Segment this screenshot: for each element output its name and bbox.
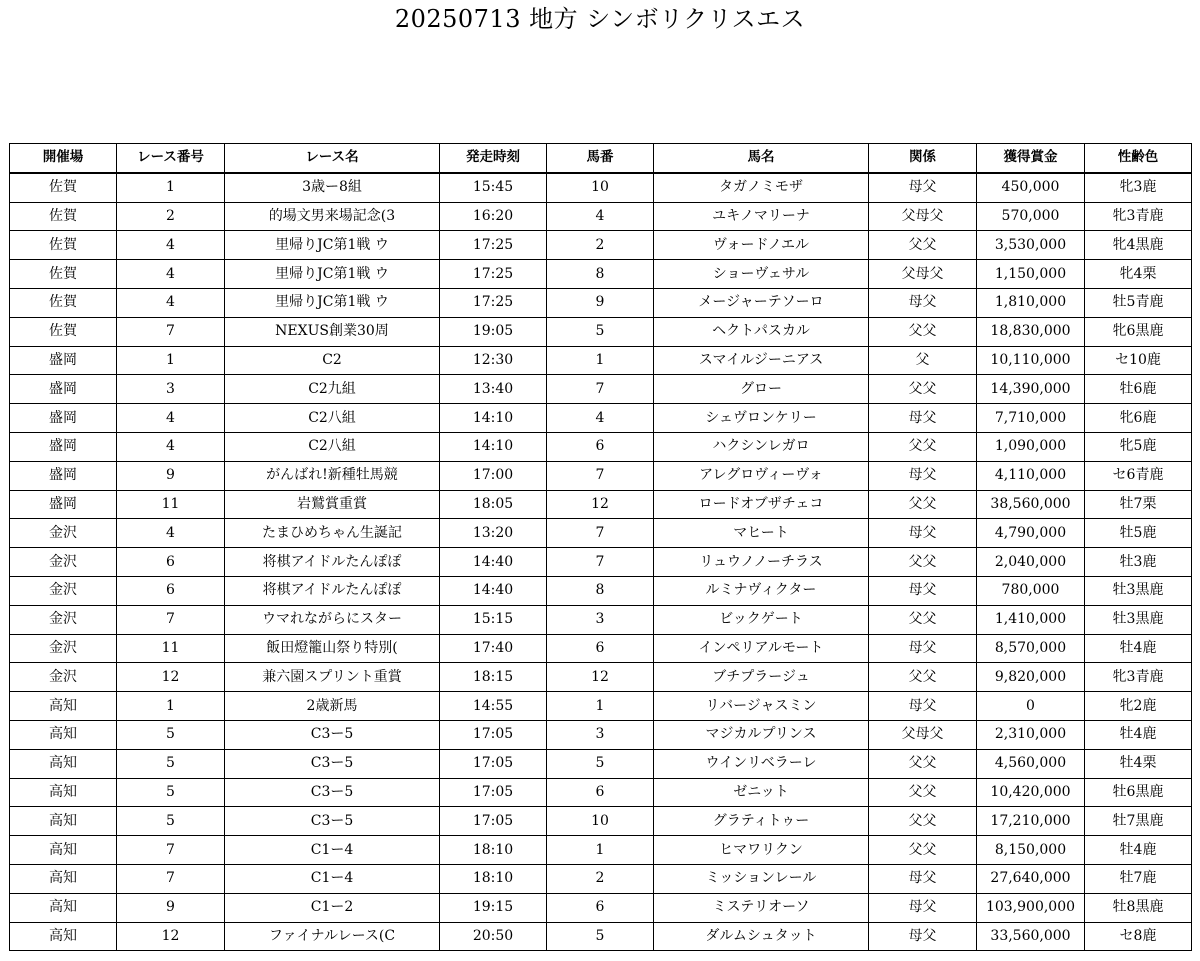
table-row <box>10 807 1192 836</box>
horse-name-cell: ゼニット <box>654 778 869 807</box>
table-row <box>10 288 1192 317</box>
table-body <box>10 173 1192 951</box>
column-header-post-time: 発走時刻 <box>440 144 547 173</box>
column-header-horse-number: 馬番 <box>547 144 654 173</box>
prize-money-cell: 3,530,000 <box>977 231 1085 260</box>
venue-cell: 佐賀 <box>10 260 117 289</box>
horse-name-cell: ミッションレール <box>654 864 869 893</box>
horse-name-cell: ヘクトパスカル <box>654 317 869 346</box>
prize-money-cell: 450,000 <box>977 173 1085 202</box>
post-time-cell: 12:30 <box>440 346 547 375</box>
race-name-cell: C2八組 <box>225 432 440 461</box>
relation-cell: 母父 <box>869 173 977 202</box>
table-row <box>10 260 1192 289</box>
post-time-cell: 15:45 <box>440 173 547 202</box>
horse-number-cell: 1 <box>547 836 654 865</box>
relation-cell: 母父 <box>869 576 977 605</box>
post-time-cell: 17:05 <box>440 778 547 807</box>
horse-number-cell: 10 <box>547 173 654 202</box>
prize-money-cell: 1,090,000 <box>977 432 1085 461</box>
race-number-cell: 4 <box>117 519 225 548</box>
column-header-race-number: レース番号 <box>117 144 225 173</box>
prize-money-cell: 18,830,000 <box>977 317 1085 346</box>
table-row <box>10 548 1192 577</box>
prize-money-cell: 9,820,000 <box>977 663 1085 692</box>
prize-money-cell: 2,040,000 <box>977 548 1085 577</box>
relation-cell: 父父 <box>869 807 977 836</box>
sex-age-color-cell: 牡5鹿 <box>1085 519 1192 548</box>
venue-cell: 高知 <box>10 922 117 951</box>
sex-age-color-cell: 牡5青鹿 <box>1085 288 1192 317</box>
horse-number-cell: 5 <box>547 922 654 951</box>
post-time-cell: 14:55 <box>440 692 547 721</box>
prize-money-cell: 4,110,000 <box>977 461 1085 490</box>
post-time-cell: 14:40 <box>440 576 547 605</box>
horse-number-cell: 9 <box>547 288 654 317</box>
race-number-cell: 11 <box>117 490 225 519</box>
relation-cell: 母父 <box>869 288 977 317</box>
race-number-cell: 1 <box>117 346 225 375</box>
venue-cell: 盛岡 <box>10 432 117 461</box>
sex-age-color-cell: セ10鹿 <box>1085 346 1192 375</box>
post-time-cell: 17:25 <box>440 288 547 317</box>
horse-name-cell: ブチプラージュ <box>654 663 869 692</box>
venue-cell: 高知 <box>10 720 117 749</box>
venue-cell: 高知 <box>10 807 117 836</box>
prize-money-cell: 4,560,000 <box>977 749 1085 778</box>
table-row <box>10 404 1192 433</box>
table-row <box>10 663 1192 692</box>
post-time-cell: 19:05 <box>440 317 547 346</box>
race-number-cell: 5 <box>117 720 225 749</box>
venue-cell: 盛岡 <box>10 346 117 375</box>
relation-cell: 父父 <box>869 548 977 577</box>
race-name-cell: NEXUS創業30周 <box>225 317 440 346</box>
horse-number-cell: 5 <box>547 749 654 778</box>
relation-cell: 母父 <box>869 893 977 922</box>
sex-age-color-cell: 牝4栗 <box>1085 260 1192 289</box>
horse-name-cell: インペリアルモート <box>654 634 869 663</box>
horse-name-cell: ユキノマリーナ <box>654 202 869 231</box>
prize-money-cell: 570,000 <box>977 202 1085 231</box>
relation-cell: 父 <box>869 346 977 375</box>
race-number-cell: 5 <box>117 778 225 807</box>
horse-number-cell: 5 <box>547 317 654 346</box>
horse-name-cell: スマイルジーニアス <box>654 346 869 375</box>
horse-name-cell: アレグロヴィーヴォ <box>654 461 869 490</box>
horse-name-cell: ルミナヴィクター <box>654 576 869 605</box>
prize-money-cell: 8,150,000 <box>977 836 1085 865</box>
post-time-cell: 14:10 <box>440 432 547 461</box>
horse-number-cell: 6 <box>547 893 654 922</box>
horse-number-cell: 6 <box>547 634 654 663</box>
sex-age-color-cell: 牡7黒鹿 <box>1085 807 1192 836</box>
horse-number-cell: 1 <box>547 346 654 375</box>
race-number-cell: 4 <box>117 432 225 461</box>
sex-age-color-cell: セ8鹿 <box>1085 922 1192 951</box>
column-header-horse-name: 馬名 <box>654 144 869 173</box>
column-header-sex-age-color: 性齢色 <box>1085 144 1192 173</box>
table-row <box>10 720 1192 749</box>
race-number-cell: 11 <box>117 634 225 663</box>
race-name-cell: 将棋アイドルたんぽぽ <box>225 576 440 605</box>
prize-money-cell: 1,410,000 <box>977 605 1085 634</box>
race-number-cell: 6 <box>117 576 225 605</box>
venue-cell: 佐賀 <box>10 317 117 346</box>
race-number-cell: 7 <box>117 605 225 634</box>
horse-name-cell: グロー <box>654 375 869 404</box>
race-number-cell: 1 <box>117 692 225 721</box>
race-name-cell: C1ー4 <box>225 864 440 893</box>
relation-cell: 父母父 <box>869 260 977 289</box>
race-name-cell: C2九組 <box>225 375 440 404</box>
sex-age-color-cell: 牡4鹿 <box>1085 836 1192 865</box>
venue-cell: 佐賀 <box>10 173 117 202</box>
race-name-cell: C1ー4 <box>225 836 440 865</box>
race-name-cell: C2 <box>225 346 440 375</box>
sex-age-color-cell: 牡7鹿 <box>1085 864 1192 893</box>
prize-money-cell: 1,150,000 <box>977 260 1085 289</box>
race-name-cell: C2八組 <box>225 404 440 433</box>
relation-cell: 父母父 <box>869 202 977 231</box>
prize-money-cell: 7,710,000 <box>977 404 1085 433</box>
sex-age-color-cell: 牝6鹿 <box>1085 404 1192 433</box>
post-time-cell: 17:25 <box>440 260 547 289</box>
table-row <box>10 692 1192 721</box>
table-row <box>10 634 1192 663</box>
horse-number-cell: 7 <box>547 461 654 490</box>
prize-money-cell: 2,310,000 <box>977 720 1085 749</box>
table-row <box>10 346 1192 375</box>
venue-cell: 佐賀 <box>10 202 117 231</box>
sex-age-color-cell: 牡7栗 <box>1085 490 1192 519</box>
race-name-cell: 里帰りJC第1戦 ウ <box>225 288 440 317</box>
race-number-cell: 4 <box>117 231 225 260</box>
relation-cell: 父父 <box>869 749 977 778</box>
prize-money-cell: 17,210,000 <box>977 807 1085 836</box>
table-row <box>10 173 1192 202</box>
venue-cell: 高知 <box>10 692 117 721</box>
post-time-cell: 17:05 <box>440 749 547 778</box>
race-name-cell: 里帰りJC第1戦 ウ <box>225 231 440 260</box>
relation-cell: 母父 <box>869 519 977 548</box>
sex-age-color-cell: 牡4鹿 <box>1085 720 1192 749</box>
race-number-cell: 1 <box>117 173 225 202</box>
race-number-cell: 5 <box>117 749 225 778</box>
post-time-cell: 13:40 <box>440 375 547 404</box>
horse-number-cell: 10 <box>547 807 654 836</box>
race-number-cell: 4 <box>117 404 225 433</box>
post-time-cell: 14:10 <box>440 404 547 433</box>
race-name-cell: がんばれ!新種牡馬競 <box>225 461 440 490</box>
prize-money-cell: 10,420,000 <box>977 778 1085 807</box>
sex-age-color-cell: 牝6黒鹿 <box>1085 317 1192 346</box>
race-number-cell: 9 <box>117 461 225 490</box>
post-time-cell: 20:50 <box>440 922 547 951</box>
post-time-cell: 13:20 <box>440 519 547 548</box>
horse-number-cell: 7 <box>547 548 654 577</box>
venue-cell: 高知 <box>10 836 117 865</box>
horse-number-cell: 3 <box>547 720 654 749</box>
race-name-cell: 飯田燈籠山祭り特別( <box>225 634 440 663</box>
sex-age-color-cell: 牡3黒鹿 <box>1085 605 1192 634</box>
race-name-cell: C3ー5 <box>225 720 440 749</box>
horse-name-cell: ウインリベラーレ <box>654 749 869 778</box>
horse-name-cell: グラティトゥー <box>654 807 869 836</box>
venue-cell: 金沢 <box>10 576 117 605</box>
sex-age-color-cell: 牡8黒鹿 <box>1085 893 1192 922</box>
relation-cell: 父父 <box>869 663 977 692</box>
race-number-cell: 9 <box>117 893 225 922</box>
prize-money-cell: 14,390,000 <box>977 375 1085 404</box>
table-row <box>10 893 1192 922</box>
column-header-prize-money: 獲得賞金 <box>977 144 1085 173</box>
venue-cell: 盛岡 <box>10 375 117 404</box>
table-row <box>10 836 1192 865</box>
post-time-cell: 17:05 <box>440 720 547 749</box>
horse-number-cell: 7 <box>547 519 654 548</box>
venue-cell: 高知 <box>10 749 117 778</box>
relation-cell: 母父 <box>869 404 977 433</box>
horse-name-cell: リュウノノーチラス <box>654 548 869 577</box>
prize-money-cell: 8,570,000 <box>977 634 1085 663</box>
race-name-cell: 里帰りJC第1戦 ウ <box>225 260 440 289</box>
sex-age-color-cell: 牡6鹿 <box>1085 375 1192 404</box>
relation-cell: 父父 <box>869 432 977 461</box>
horse-name-cell: ミステリオーソ <box>654 893 869 922</box>
table-row <box>10 864 1192 893</box>
prize-money-cell: 103,900,000 <box>977 893 1085 922</box>
race-name-cell: C3ー5 <box>225 778 440 807</box>
post-time-cell: 18:10 <box>440 864 547 893</box>
horse-name-cell: マジカルプリンス <box>654 720 869 749</box>
relation-cell: 父父 <box>869 836 977 865</box>
race-name-cell: C3ー5 <box>225 807 440 836</box>
relation-cell: 母父 <box>869 864 977 893</box>
post-time-cell: 18:05 <box>440 490 547 519</box>
race-number-cell: 6 <box>117 548 225 577</box>
horse-name-cell: ヒマワリクン <box>654 836 869 865</box>
column-header-venue: 開催場 <box>10 144 117 173</box>
horse-number-cell: 12 <box>547 490 654 519</box>
prize-money-cell: 1,810,000 <box>977 288 1085 317</box>
post-time-cell: 15:15 <box>440 605 547 634</box>
race-number-cell: 7 <box>117 317 225 346</box>
horse-number-cell: 6 <box>547 778 654 807</box>
post-time-cell: 14:40 <box>440 548 547 577</box>
sex-age-color-cell: 牝2鹿 <box>1085 692 1192 721</box>
relation-cell: 父父 <box>869 231 977 260</box>
venue-cell: 盛岡 <box>10 404 117 433</box>
race-number-cell: 4 <box>117 288 225 317</box>
prize-money-cell: 780,000 <box>977 576 1085 605</box>
table-row <box>10 432 1192 461</box>
horse-number-cell: 2 <box>547 231 654 260</box>
race-name-cell: 兼六園スプリント重賞 <box>225 663 440 692</box>
horse-name-cell: マヒート <box>654 519 869 548</box>
sex-age-color-cell: 牡3黒鹿 <box>1085 576 1192 605</box>
horse-name-cell: メージャーテソーロ <box>654 288 869 317</box>
prize-money-cell: 27,640,000 <box>977 864 1085 893</box>
race-name-cell: ウマれながらにスター <box>225 605 440 634</box>
venue-cell: 金沢 <box>10 519 117 548</box>
venue-cell: 佐賀 <box>10 231 117 260</box>
table-row <box>10 375 1192 404</box>
race-number-cell: 12 <box>117 663 225 692</box>
horse-name-cell: ハクシンレガロ <box>654 432 869 461</box>
race-name-cell: C3ー5 <box>225 749 440 778</box>
race-name-cell: たまひめちゃん生誕記 <box>225 519 440 548</box>
race-name-cell: C1ー2 <box>225 893 440 922</box>
horse-number-cell: 2 <box>547 864 654 893</box>
horse-number-cell: 8 <box>547 260 654 289</box>
race-number-cell: 12 <box>117 922 225 951</box>
column-header-relation: 関係 <box>869 144 977 173</box>
table-row <box>10 231 1192 260</box>
venue-cell: 盛岡 <box>10 461 117 490</box>
post-time-cell: 18:10 <box>440 836 547 865</box>
race-number-cell: 7 <box>117 864 225 893</box>
horse-name-cell: タガノミモザ <box>654 173 869 202</box>
horse-number-cell: 1 <box>547 692 654 721</box>
relation-cell: 父母父 <box>869 720 977 749</box>
post-time-cell: 17:05 <box>440 807 547 836</box>
post-time-cell: 17:40 <box>440 634 547 663</box>
venue-cell: 高知 <box>10 864 117 893</box>
sex-age-color-cell: 牝3青鹿 <box>1085 202 1192 231</box>
table-row <box>10 778 1192 807</box>
sex-age-color-cell: 牡4鹿 <box>1085 634 1192 663</box>
relation-cell: 父父 <box>869 375 977 404</box>
prize-money-cell: 4,790,000 <box>977 519 1085 548</box>
venue-cell: 金沢 <box>10 634 117 663</box>
table-row <box>10 519 1192 548</box>
horse-number-cell: 3 <box>547 605 654 634</box>
sex-age-color-cell: 牡3鹿 <box>1085 548 1192 577</box>
post-time-cell: 17:00 <box>440 461 547 490</box>
post-time-cell: 18:15 <box>440 663 547 692</box>
race-number-cell: 3 <box>117 375 225 404</box>
table-row <box>10 317 1192 346</box>
horse-name-cell: シェヴロンケリー <box>654 404 869 433</box>
relation-cell: 母父 <box>869 634 977 663</box>
venue-cell: 佐賀 <box>10 288 117 317</box>
horse-number-cell: 12 <box>547 663 654 692</box>
race-name-cell: 的場文男来場記念(3 <box>225 202 440 231</box>
sex-age-color-cell: 牝3青鹿 <box>1085 663 1192 692</box>
venue-cell: 金沢 <box>10 548 117 577</box>
venue-cell: 高知 <box>10 893 117 922</box>
relation-cell: 父父 <box>869 605 977 634</box>
horse-number-cell: 8 <box>547 576 654 605</box>
horse-name-cell: ショーヴェサル <box>654 260 869 289</box>
sex-age-color-cell: 牝3鹿 <box>1085 173 1192 202</box>
post-time-cell: 17:25 <box>440 231 547 260</box>
horse-name-cell: ヴォードノエル <box>654 231 869 260</box>
horse-number-cell: 7 <box>547 375 654 404</box>
relation-cell: 母父 <box>869 922 977 951</box>
relation-cell: 父父 <box>869 778 977 807</box>
post-time-cell: 16:20 <box>440 202 547 231</box>
horse-number-cell: 4 <box>547 404 654 433</box>
race-number-cell: 5 <box>117 807 225 836</box>
table-row <box>10 490 1192 519</box>
results-table <box>9 143 1192 951</box>
column-header-race-name: レース名 <box>225 144 440 173</box>
page-title: 20250713 地方 シンボリクリスエス <box>394 5 806 33</box>
relation-cell: 母父 <box>869 461 977 490</box>
race-name-cell: 岩鷲賞重賞 <box>225 490 440 519</box>
table-row <box>10 749 1192 778</box>
horse-name-cell: ロードオブザチェコ <box>654 490 869 519</box>
race-name-cell: 2歳新馬 <box>225 692 440 721</box>
venue-cell: 金沢 <box>10 663 117 692</box>
sex-age-color-cell: 牝5鹿 <box>1085 432 1192 461</box>
venue-cell: 盛岡 <box>10 490 117 519</box>
prize-money-cell: 33,560,000 <box>977 922 1085 951</box>
table-row <box>10 461 1192 490</box>
race-number-cell: 7 <box>117 836 225 865</box>
table-row <box>10 202 1192 231</box>
race-name-cell: 将棋アイドルたんぽぽ <box>225 548 440 577</box>
prize-money-cell: 0 <box>977 692 1085 721</box>
sex-age-color-cell: 牡6黒鹿 <box>1085 778 1192 807</box>
race-number-cell: 4 <box>117 260 225 289</box>
horse-number-cell: 4 <box>547 202 654 231</box>
horse-name-cell: ダルムシュタット <box>654 922 869 951</box>
horse-number-cell: 6 <box>547 432 654 461</box>
prize-money-cell: 10,110,000 <box>977 346 1085 375</box>
sex-age-color-cell: セ6青鹿 <box>1085 461 1192 490</box>
prize-money-cell: 38,560,000 <box>977 490 1085 519</box>
race-number-cell: 2 <box>117 202 225 231</box>
post-time-cell: 19:15 <box>440 893 547 922</box>
horse-name-cell: ビックゲート <box>654 605 869 634</box>
relation-cell: 母父 <box>869 692 977 721</box>
table-row <box>10 922 1192 951</box>
race-name-cell: 3歳ー8組 <box>225 173 440 202</box>
relation-cell: 父父 <box>869 317 977 346</box>
sex-age-color-cell: 牡4栗 <box>1085 749 1192 778</box>
table-row <box>10 605 1192 634</box>
relation-cell: 父父 <box>869 490 977 519</box>
table-header-row <box>10 144 1192 173</box>
race-name-cell: ファイナルレース(C <box>225 922 440 951</box>
table-row <box>10 576 1192 605</box>
horse-name-cell: リバージャスミン <box>654 692 869 721</box>
venue-cell: 高知 <box>10 778 117 807</box>
venue-cell: 金沢 <box>10 605 117 634</box>
sex-age-color-cell: 牝4黒鹿 <box>1085 231 1192 260</box>
